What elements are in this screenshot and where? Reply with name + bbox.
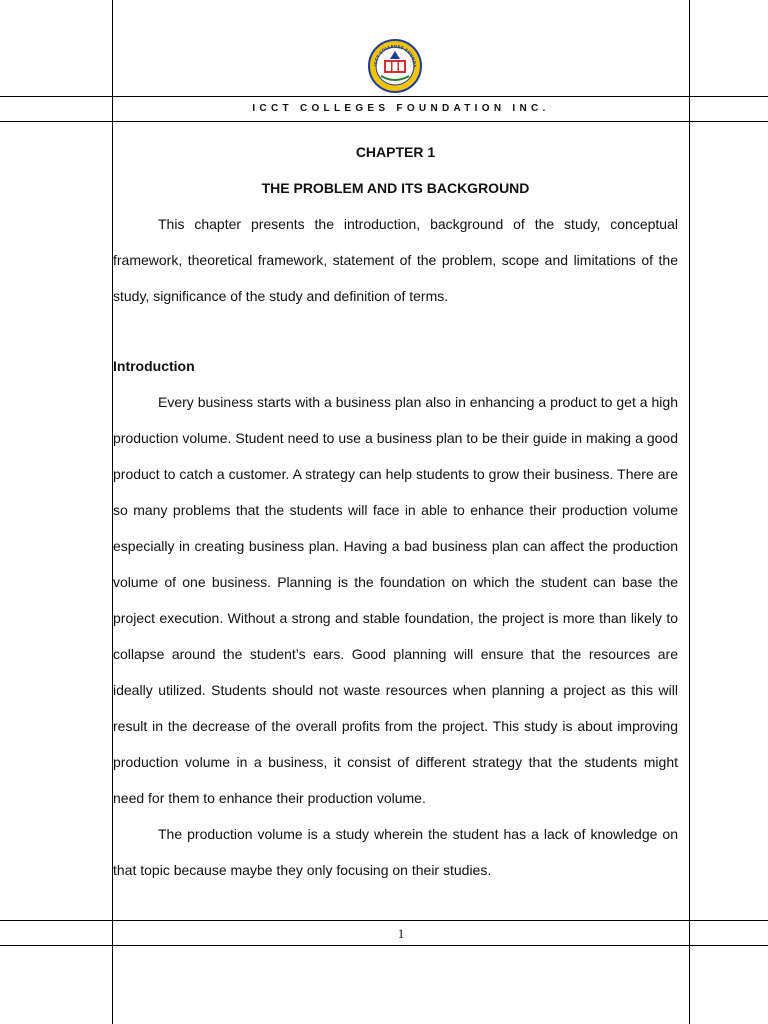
document-body: [113, 134, 678, 888]
page-number: 1: [397, 926, 405, 941]
chapter-title: THE PROBLEM AND ITS BACKGROUND: [261, 180, 530, 196]
college-name: ICCT COLLEGES FOUNDATION INC.: [252, 103, 550, 114]
header-bottom-line: [0, 121, 768, 122]
footer-bottom-line: [0, 945, 768, 946]
intro-paragraph: This chapter presents the introduction, background of the study, conceptual framework, theoretical framework, statement of the problem, scope and limitations of the study, significance of the study and definition of terms.: [113, 216, 678, 304]
svg-text:ICCT COLLEGES FOUNDATION INC.: ICCT COLLEGES FOUNDA: [372, 43, 418, 68]
chapter-label: CHAPTER 1: [355, 144, 436, 160]
body-paragraph: The production volume is a study wherein the student has a lack of knowledge on that topic because maybe they only focusing on their studies.: [113, 826, 678, 878]
footer-top-line: [0, 920, 768, 921]
section-heading-introduction: Introduction: [113, 358, 195, 374]
body-paragraph: Every business starts with a business plan also in enhancing a product to get a high production volume. Student need to use a business plan to be their guide in making a good product to catch a customer. A strategy can help students to grow their business. There are so many problems that the students will face in able to enhance their production volume especially in creating business plan. Having a bad business plan can affect the production volume of one business. Planning is the foundation on which the student can base the project execution. Without a strong and stable foundation, the project is more than likely to collapse around the student’s ears. Good planning will ensure that the resources are ideally utilized. Students should not waste resources when planning a project as this will result in the decrease of the overall profits from the project. This study is about improving production volume in a business, it consist of different strategy that the students might need for them to enhance their production volume.: [113, 394, 678, 806]
header-top-line: [0, 96, 768, 97]
college-seal-logo: [367, 38, 423, 94]
right-margin-line: [689, 0, 690, 1024]
